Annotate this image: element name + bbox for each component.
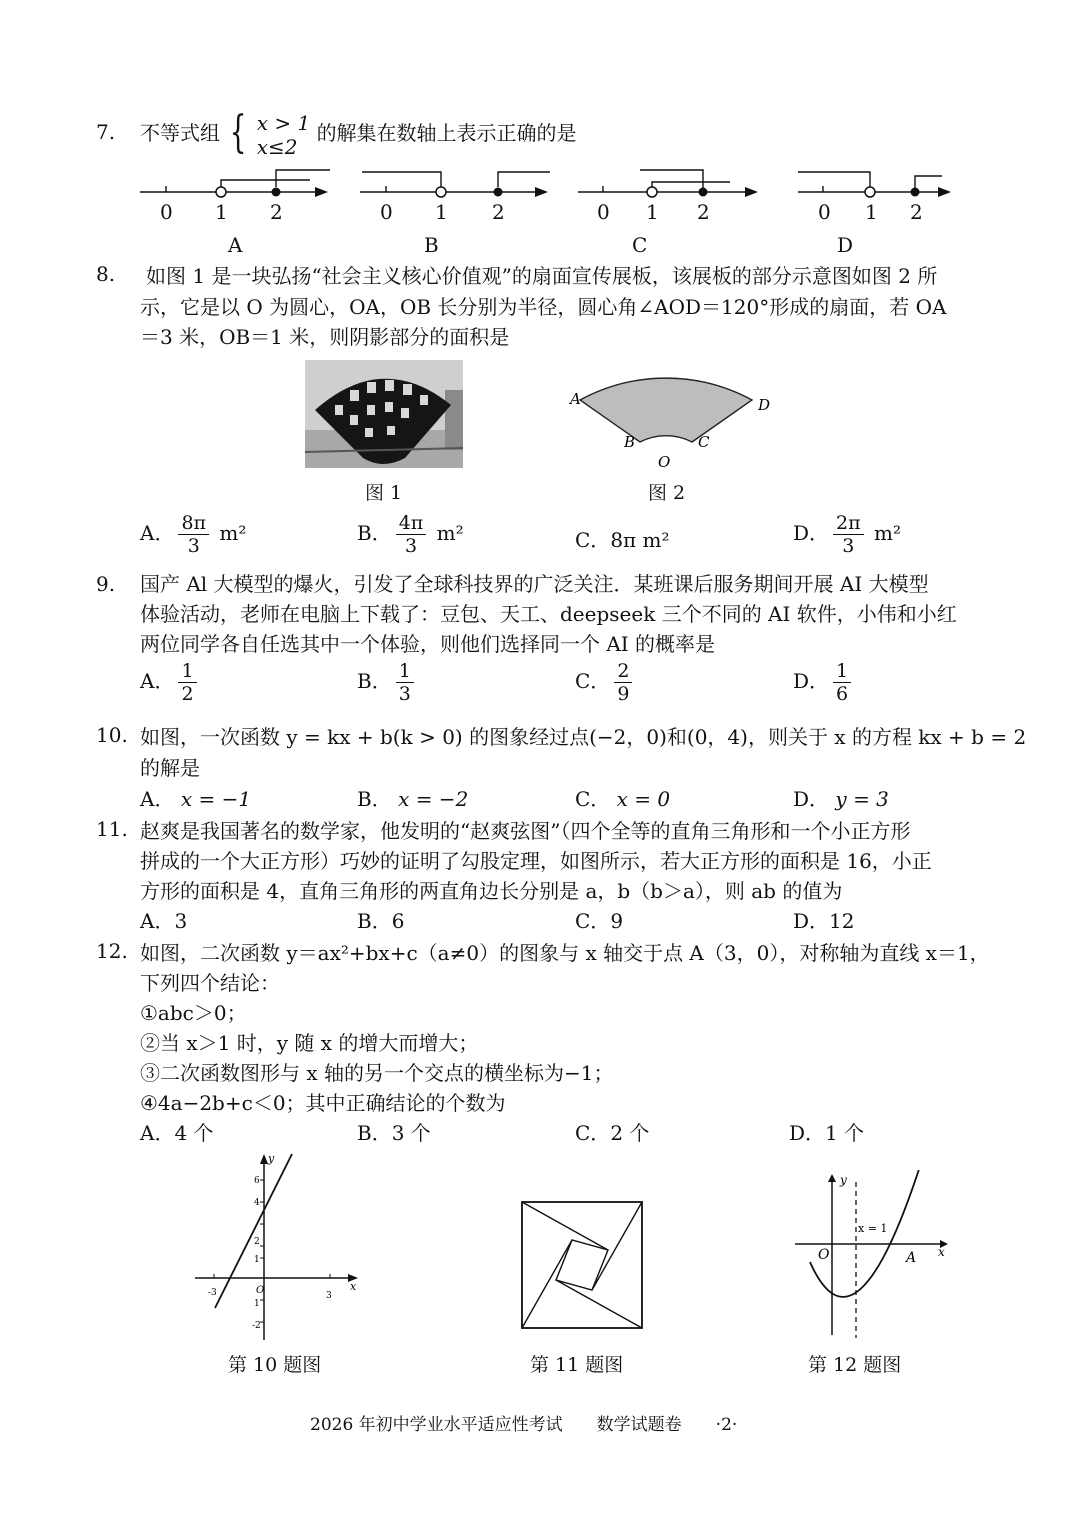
q7-a-label-0: 0 [160,200,173,224]
q12-option-b[interactable] [357,1117,431,1146]
q10-option-c-text: x = 0 [616,787,671,811]
q7-number-lines [130,160,960,260]
q10-option-d[interactable] [793,783,889,812]
q8-option-b-label: B． [357,521,392,545]
q12-line-6: ④4a−2b+c＜0；其中正确结论的个数为 [140,1091,506,1115]
fig10-tick-4: 4 [254,1198,260,1208]
q7-c-label-2: 2 [697,200,710,224]
q11-option-d-text: 12 [829,909,855,933]
q10-option-b-label: B． [357,787,392,811]
q10-option-a[interactable] [140,783,251,812]
q11-option-c-label: C． [575,909,611,933]
q8-option-a-num: 8π [178,512,209,535]
q11-line-2: 拼成的一个大正方形）巧妙的证明了勾股定理，如图所示，若大正方形的面积是 16，小正 [140,849,932,873]
q7-b-label-2: 2 [492,200,505,224]
q10-option-b-text: x = −2 [398,787,469,811]
q7-option-d-numberline [798,172,951,197]
q10-line-2: 的解是 [140,756,200,780]
q10-option-c[interactable] [575,783,670,812]
q10-option-a-label: A． [140,787,175,811]
q12-option-a-label: A． [140,1121,175,1145]
q11-line-1: 赵爽是我国著名的数学家，他发明的“赵爽弦图”（四个全等的直角三角形和一个小正方形 [140,819,911,843]
q8-option-a-label: A． [140,521,175,545]
q8-fig2-caption: 图 2 [648,482,686,504]
q7-text-after: 的解集在数轴上表示正确的是 [316,121,577,145]
q9-line-3: 两位同学各自任选其中一个体验，则他们选择同一个 AI 的概率是 [140,632,716,656]
fig10-tick-x3: 3 [326,1291,332,1301]
q7-b-label-0: 0 [380,200,393,224]
fig10-x-label: x [350,1280,357,1293]
q8-option-a-den: 3 [187,535,200,557]
q9-option-b-num: 1 [396,660,414,683]
q8-fig2-label-o: O [658,453,671,470]
q9-option-d-den: 6 [836,683,849,705]
q8-fig2-label-d: D [758,396,771,414]
fig10-tick-neg2: -2 [252,1321,261,1331]
q7-a-label-1: 1 [215,200,228,224]
q8-option-c[interactable] [575,524,670,553]
q7-d-label-0: 0 [818,200,831,224]
q12-option-c[interactable] [575,1117,649,1146]
q11-option-c[interactable] [575,905,623,934]
q9-option-b[interactable] [357,660,418,705]
q12-line-5: ③二次函数图形与 x 轴的另一个交点的横坐标为−1； [140,1061,614,1085]
q10-option-d-label: D． [793,787,830,811]
fig12-caption: 第 12 题图 [808,1354,902,1376]
q12-option-a[interactable] [140,1117,214,1146]
q9-option-d-fraction [833,660,851,705]
q7-d-label-2: 2 [910,200,923,224]
q9-number: 9. [96,572,116,596]
fig10-y-label: y [268,1152,275,1165]
fig12-y-label: y [840,1173,847,1187]
q11-option-d[interactable] [793,905,855,934]
q8-option-b-unit: m² [436,521,464,545]
q12-number: 12. [96,939,128,963]
q12-line-4: ②当 x＞1 时，y 随 x 的增大而增大； [140,1031,479,1055]
q8-line-3: ＝3 米，OB＝1 米，则阴影部分的面积是 [140,325,510,349]
q7-c-label-0: 0 [597,200,610,224]
q7-option-c-numberline [578,170,758,197]
q8-option-c-text: 8π m² [610,528,670,552]
fig12-axis-label: x = 1 [858,1222,888,1235]
q7-b-label-1: 1 [435,200,448,224]
q9-option-d-label: D． [793,669,830,693]
q12-line-2: 下列四个结论： [140,971,280,995]
q12-option-c-label: C． [575,1121,611,1145]
q12-line-1: 如图，二次函数 y＝ax²+bx+c（a≠0）的图象与 x 轴交于点 A（3，0），对称轴为直线 x＝1， [140,941,990,965]
q8-option-a-fraction [178,512,209,557]
q9-option-a-label: A． [140,669,175,693]
q8-fig1-fan-photo [305,360,463,468]
q8-fig2-sector [560,345,790,470]
q12-option-c-text: 2 个 [610,1121,650,1145]
q9-option-b-den: 3 [398,683,411,705]
q11-number: 11. [96,817,128,841]
q9-line-2: 体验活动，老师在电脑上下载了：豆包、天工、deepseek 三个不同的 AI 软件，小伟和小红 [140,602,957,626]
q9-option-a[interactable] [140,660,201,705]
q7-number: 7. [96,120,116,144]
q7-a-label-2: 2 [270,200,283,224]
q10-option-b[interactable] [357,783,468,812]
fig10-tick-2: 2 [254,1237,260,1247]
fig12-parabola-graph [790,1170,950,1338]
q11-option-a-label: A． [140,909,175,933]
fig10-tick-6: 6 [254,1176,260,1186]
q8-line-2: 示，它是以 O 为圆心，OA，OB 长分别为半径，圆心角∠AOD＝120°形成的扇面，若 OA [140,295,947,319]
q9-option-b-fraction [396,660,414,705]
q12-option-a-text: 4 个 [174,1121,214,1145]
q7-option-a-numberline [140,170,330,197]
q7-c-label-1: 1 [646,200,659,224]
q11-option-b-text: 6 [391,909,405,933]
q10-option-c-label: C． [575,787,611,811]
q11-option-a-text: 3 [174,909,188,933]
q8-option-d[interactable] [793,512,901,557]
q8-option-d-unit: m² [873,521,901,545]
q11-option-c-text: 9 [610,909,624,933]
q9-option-c-num: 2 [614,660,632,683]
fig11-zhaoshuang-diagram [520,1200,646,1332]
q7-option-b[interactable]: B [424,233,439,257]
q12-line-3: ①abc＞0； [140,1001,247,1025]
q7-option-b-numberline [360,172,550,197]
q7-system-brace: { [229,107,247,158]
q8-number: 8. [96,262,116,286]
q10-option-d-text: y = 3 [835,787,889,811]
q9-option-a-den: 2 [181,683,194,705]
q7-stem [140,107,577,159]
q9-option-c-den: 9 [617,683,630,705]
q8-fig2-label-c: C [698,433,710,451]
q8-option-b-num: 4π [396,512,427,535]
q7-option-c[interactable]: C [632,233,648,257]
q9-option-d[interactable] [793,660,855,705]
q8-fig2-label-a: A [570,390,581,408]
q7-option-d[interactable]: D [837,233,854,257]
q7-d-label-1: 1 [865,200,878,224]
q11-option-a[interactable] [140,905,187,934]
q9-option-c-fraction [614,660,632,705]
q8-option-d-fraction [833,512,864,557]
q8-fig2-label-b: B [624,433,636,451]
q7-sys-top: x > 1 [256,111,311,135]
q9-option-d-num: 1 [833,660,851,683]
q11-option-b-label: B． [357,909,392,933]
fig12-origin-label: O [818,1247,830,1263]
q8-option-d-num: 2π [833,512,864,535]
q12-option-d-label: D． [789,1121,826,1145]
fig12-x-label: x [938,1245,945,1259]
fig10-origin-label: O [256,1285,265,1296]
q11-option-b[interactable] [357,905,404,934]
q8-option-b-den: 3 [404,535,418,557]
fig10-tick-neg1: 1 [254,1299,260,1309]
fig10-tick-xneg3: -3 [208,1288,217,1298]
fig11-caption: 第 11 题图 [530,1354,624,1376]
q8-option-b-fraction [396,512,427,557]
q12-option-d-text: 1 个 [825,1121,865,1145]
q12-option-b-label: B． [357,1121,392,1145]
q10-line-1: 如图，一次函数 y = kx + b(k > 0) 的图象经过点(−2，0)和(0，4)，则关于 x 的方程 kx + b = 2 [140,725,1027,749]
q9-option-a-num: 1 [178,660,196,683]
q10-option-a-text: x = −1 [180,787,252,811]
q7-text-before: 不等式组 [140,121,220,145]
fig10-linear-graph [190,1150,365,1345]
q7-sys-bottom: x≤2 [256,135,298,159]
q8-option-a-unit: m² [219,521,247,545]
q9-option-c[interactable] [575,660,636,705]
q8-line-1: 如图 1 是一块弘扬“社会主义核心价值观”的扇面宣传展板，该展板的部分示意图如图 2 所 [146,264,938,288]
q9-option-c-label: C． [575,669,611,693]
q7-option-a[interactable]: A [228,233,243,257]
q9-option-b-label: B． [357,669,392,693]
fig12-point-a-label: A [906,1250,917,1266]
q8-option-d-label: D． [793,521,830,545]
page-footer: 2026 年初中学业水平适应性考试 数学试题卷 ·2· [310,1415,738,1435]
q9-line-1: 国产 Al 大模型的爆火，引发了全球科技界的广泛关注．某班课后服务期间开展 AI 大模型 [140,572,929,596]
fig10-tick-1: 1 [254,1255,260,1265]
q9-option-a-fraction [178,660,196,705]
q11-line-3: 方形的面积是 4，直角三角形的两直角边长分别是 a，b（b＞a），则 ab 的值为 [140,879,843,903]
q12-option-b-text: 3 个 [391,1121,431,1145]
q7-system [257,111,310,159]
q12-option-d[interactable] [789,1117,864,1146]
q11-option-d-label: D． [793,909,830,933]
q8-option-b[interactable] [357,512,464,557]
q8-fig1-caption: 图 1 [365,482,403,504]
q8-option-d-den: 3 [842,535,855,557]
fig10-caption: 第 10 题图 [228,1354,322,1376]
q8-option-c-label: C． [575,528,611,552]
q10-number: 10. [96,723,128,747]
q8-option-a[interactable] [140,512,246,557]
